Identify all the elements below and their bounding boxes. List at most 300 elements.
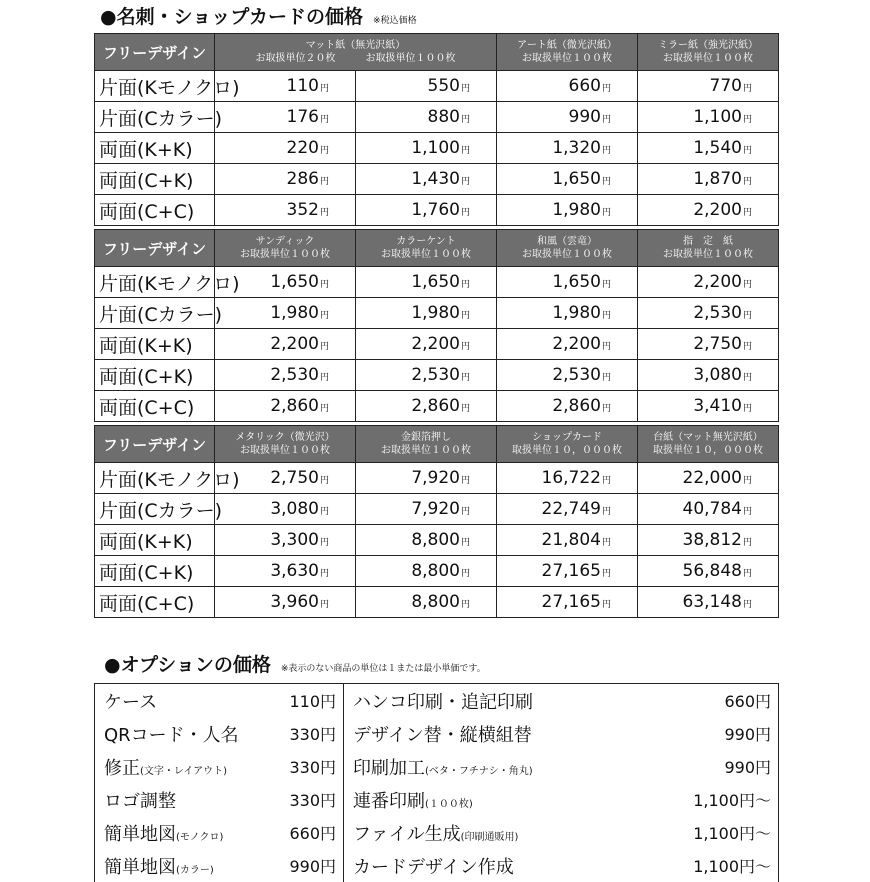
- price-cell: [497, 298, 638, 329]
- yen-unit: 円: [601, 115, 611, 125]
- paper-type-header: [638, 230, 779, 267]
- option-price: 990円: [724, 758, 771, 777]
- price-cell: [356, 494, 497, 525]
- print-side-label: 片面(Kモノクロ): [95, 463, 215, 494]
- yen-unit: 円: [742, 280, 752, 290]
- price-value: 1,980: [552, 303, 601, 323]
- yen-unit: 円: [742, 569, 752, 579]
- yen-unit: 円: [319, 84, 329, 94]
- yen-unit: 円: [460, 115, 470, 125]
- yen-unit: 円: [460, 600, 470, 610]
- price-cell: [638, 71, 779, 102]
- paper-name: ショップカード: [532, 432, 602, 443]
- paper-unit: お取扱単位１００枚: [240, 249, 330, 260]
- option-price: 1,100円～: [693, 824, 771, 843]
- yen-unit: 円: [319, 507, 329, 517]
- yen-unit: 円: [460, 208, 470, 218]
- header-free-design: フリーデザイン: [95, 230, 215, 267]
- price-value: 3,960: [270, 592, 319, 612]
- option-name: ファイル生成: [353, 823, 461, 845]
- option-cell: [344, 684, 779, 718]
- price-value: 1,650: [552, 272, 601, 292]
- option-name: ロゴ調整: [104, 790, 176, 812]
- option-cell: [344, 816, 779, 849]
- option-cell: [344, 849, 779, 882]
- yen-unit: 円: [742, 404, 752, 414]
- price-cell: [356, 133, 497, 164]
- paper-name: アート紙（微光沢紙）: [517, 40, 617, 51]
- tax-note: ※税込価格: [373, 16, 417, 26]
- bullet-icon: ●: [100, 6, 117, 28]
- print-side-label: 両面(K+K): [95, 329, 215, 360]
- print-side-label: 両面(K+K): [95, 133, 215, 164]
- price-value: 2,750: [270, 468, 319, 488]
- table-row: [95, 195, 779, 226]
- print-side-label: 両面(C+C): [95, 391, 215, 422]
- price-cell: [215, 102, 356, 133]
- yen-unit: 円: [601, 373, 611, 383]
- price-cell: [215, 525, 356, 556]
- table-row: [95, 391, 779, 422]
- option-row: [95, 750, 779, 783]
- price-value: 27,165: [541, 561, 601, 581]
- option-name: ハンコ印刷・追記印刷: [353, 691, 533, 713]
- header-free-design: フリーデザイン: [95, 34, 215, 71]
- paper-type-header: [497, 230, 638, 267]
- yen-unit: 円: [601, 177, 611, 187]
- option-price: 990円: [289, 857, 336, 876]
- unit-note: ※表示のない商品の単位は１または最小単価です。: [280, 664, 486, 674]
- print-side-label: 片面(Cカラー): [95, 298, 215, 329]
- price-value: 2,530: [270, 365, 319, 385]
- paper-type-header: [215, 230, 356, 267]
- price-cell: [497, 267, 638, 298]
- price-cell: [638, 463, 779, 494]
- option-row: [95, 717, 779, 750]
- price-value: 1,650: [411, 272, 460, 292]
- option-cell: [95, 783, 344, 816]
- table-row: [95, 360, 779, 391]
- price-value: 3,080: [693, 365, 742, 385]
- paper-name: 指 定 紙: [683, 236, 733, 247]
- option-cell: [95, 849, 344, 882]
- price-cell: [497, 329, 638, 360]
- header-free-design: フリーデザイン: [95, 426, 215, 463]
- option-name: 簡単地図: [104, 856, 176, 878]
- print-side-label: 両面(C+C): [95, 587, 215, 618]
- paper-unit: 取扱単位１０，０００枚: [653, 445, 763, 456]
- price-cell: [497, 71, 638, 102]
- paper-unit: お取扱単位１００枚: [522, 249, 612, 260]
- price-cell: [638, 360, 779, 391]
- paper-type-header: [497, 34, 638, 71]
- options-table: [94, 683, 779, 882]
- price-cell: [638, 298, 779, 329]
- yen-unit: 円: [601, 507, 611, 517]
- yen-unit: 円: [601, 342, 611, 352]
- price-value: 1,540: [693, 138, 742, 158]
- yen-unit: 円: [601, 208, 611, 218]
- paper-unit: お取扱単位１００枚: [381, 249, 471, 260]
- paper-name: ミラー紙（強光沢紙）: [658, 40, 758, 51]
- price-cell: [638, 587, 779, 618]
- price-value: 770: [709, 76, 742, 96]
- paper-unit: お取扱単位１００枚: [522, 53, 612, 64]
- price-cell: [638, 102, 779, 133]
- yen-unit: 円: [460, 569, 470, 579]
- print-side-label: 両面(C+C): [95, 195, 215, 226]
- paper-unit: お取扱単位２０枚 お取扱単位１００枚: [255, 53, 456, 64]
- price-cell: [215, 587, 356, 618]
- price-value: 63,148: [682, 592, 742, 612]
- price-table: [94, 229, 779, 422]
- table-row: [95, 329, 779, 360]
- price-cell: [497, 494, 638, 525]
- price-cell: [356, 329, 497, 360]
- option-price: 330円: [289, 725, 336, 744]
- option-detail: (文字・レイアウト): [140, 765, 228, 777]
- paper-unit: 取扱単位１０，０００枚: [512, 445, 622, 456]
- yen-unit: 円: [460, 146, 470, 156]
- price-value: 2,200: [693, 200, 742, 220]
- price-value: 1,100: [411, 138, 460, 158]
- price-cell: [215, 298, 356, 329]
- paper-name: メタリック（微光沢）: [235, 432, 335, 443]
- table-row: [95, 463, 779, 494]
- price-cell: [497, 102, 638, 133]
- price-value: 2,530: [693, 303, 742, 323]
- option-cell: [95, 816, 344, 849]
- yen-unit: 円: [742, 208, 752, 218]
- yen-unit: 円: [742, 538, 752, 548]
- price-value: 2,860: [270, 396, 319, 416]
- option-name: 修正: [104, 757, 140, 779]
- price-cell: [215, 195, 356, 226]
- price-value: 40,784: [682, 499, 742, 519]
- yen-unit: 円: [601, 280, 611, 290]
- price-value: 21,804: [541, 530, 601, 550]
- table-row: [95, 298, 779, 329]
- option-cell: [95, 750, 344, 783]
- yen-unit: 円: [601, 476, 611, 486]
- option-name: QRコード・人名: [104, 724, 239, 746]
- price-value: 220: [286, 138, 319, 158]
- price-value: 990: [568, 107, 601, 127]
- option-detail: (モノクロ): [176, 831, 224, 843]
- yen-unit: 円: [319, 208, 329, 218]
- price-value: 1,320: [552, 138, 601, 158]
- yen-unit: 円: [601, 404, 611, 414]
- yen-unit: 円: [742, 373, 752, 383]
- yen-unit: 円: [742, 476, 752, 486]
- yen-unit: 円: [319, 177, 329, 187]
- price-cell: [215, 391, 356, 422]
- yen-unit: 円: [742, 146, 752, 156]
- print-side-label: 片面(Kモノクロ): [95, 71, 215, 102]
- bullet-icon: ●: [104, 654, 121, 676]
- price-value: 22,749: [541, 499, 601, 519]
- option-detail: (印刷通販用): [460, 831, 519, 843]
- paper-name: サンディック: [255, 236, 315, 247]
- paper-type-header: [215, 426, 356, 463]
- price-value: 3,630: [270, 561, 319, 581]
- paper-name: 和風（雲竜）: [537, 236, 597, 247]
- price-value: 2,200: [693, 272, 742, 292]
- price-cell: [215, 329, 356, 360]
- price-value: 1,100: [693, 107, 742, 127]
- yen-unit: 円: [742, 507, 752, 517]
- print-side-label: 片面(Cカラー): [95, 102, 215, 133]
- yen-unit: 円: [742, 177, 752, 187]
- table-row: [95, 556, 779, 587]
- price-value: 8,800: [411, 561, 460, 581]
- print-side-label: 片面(Kモノクロ): [95, 267, 215, 298]
- paper-name: マット紙（無光沢紙）: [305, 40, 406, 51]
- table-row: [95, 525, 779, 556]
- option-cell: [344, 717, 779, 750]
- yen-unit: 円: [460, 404, 470, 414]
- table-row: [95, 133, 779, 164]
- option-price: 1,100円～: [693, 857, 771, 876]
- price-value: 7,920: [411, 499, 460, 519]
- paper-type-header: [215, 34, 497, 71]
- price-cell: [638, 556, 779, 587]
- price-value: 2,530: [552, 365, 601, 385]
- price-value: 2,860: [411, 396, 460, 416]
- option-cell: [95, 717, 344, 750]
- table-row: [95, 267, 779, 298]
- option-row: [95, 684, 779, 718]
- price-value: 1,980: [270, 303, 319, 323]
- table-row: [95, 587, 779, 618]
- price-cell: [497, 556, 638, 587]
- price-value: 2,200: [411, 334, 460, 354]
- price-value: 1,760: [411, 200, 460, 220]
- table-row: [95, 102, 779, 133]
- yen-unit: 円: [319, 538, 329, 548]
- yen-unit: 円: [319, 115, 329, 125]
- price-value: 1,650: [270, 272, 319, 292]
- price-cell: [356, 164, 497, 195]
- price-value: 880: [427, 107, 460, 127]
- yen-unit: 円: [319, 569, 329, 579]
- price-cell: [638, 525, 779, 556]
- price-cell: [356, 463, 497, 494]
- yen-unit: 円: [742, 342, 752, 352]
- price-cell: [497, 164, 638, 195]
- yen-unit: 円: [460, 373, 470, 383]
- price-table: [94, 33, 779, 226]
- price-value: 3,080: [270, 499, 319, 519]
- section-title-text: オプションの価格: [120, 654, 271, 676]
- price-cell: [215, 494, 356, 525]
- paper-name: 金銀箔押し: [401, 432, 451, 443]
- yen-unit: 円: [742, 84, 752, 94]
- option-price: 990円: [724, 725, 771, 744]
- option-price: 330円: [289, 791, 336, 810]
- price-value: 3,300: [270, 530, 319, 550]
- price-value: 7,920: [411, 468, 460, 488]
- paper-name: カラーケント: [396, 236, 456, 247]
- option-name: カードデザイン作成: [353, 856, 514, 878]
- price-value: 660: [568, 76, 601, 96]
- option-cell: [344, 783, 779, 816]
- option-cell: [344, 750, 779, 783]
- price-cell: [638, 329, 779, 360]
- yen-unit: 円: [460, 280, 470, 290]
- section-title-card-prices: [100, 2, 417, 29]
- yen-unit: 円: [460, 311, 470, 321]
- price-cell: [638, 267, 779, 298]
- yen-unit: 円: [601, 146, 611, 156]
- price-cell: [497, 133, 638, 164]
- price-value: 38,812: [682, 530, 742, 550]
- print-side-label: 両面(C+K): [95, 164, 215, 195]
- yen-unit: 円: [601, 600, 611, 610]
- price-cell: [356, 556, 497, 587]
- price-value: 176: [286, 107, 319, 127]
- price-value: 2,200: [552, 334, 601, 354]
- price-value: 1,870: [693, 169, 742, 189]
- price-table: [94, 425, 779, 618]
- yen-unit: 円: [319, 476, 329, 486]
- paper-type-header: [497, 426, 638, 463]
- option-cell: [95, 684, 344, 718]
- price-cell: [356, 391, 497, 422]
- price-cell: [638, 164, 779, 195]
- price-value: 2,860: [552, 396, 601, 416]
- option-name: デザイン替・縦横組替: [353, 724, 532, 746]
- price-value: 1,650: [552, 169, 601, 189]
- option-row: [95, 783, 779, 816]
- yen-unit: 円: [460, 177, 470, 187]
- price-cell: [215, 164, 356, 195]
- price-cell: [215, 556, 356, 587]
- table-row: [95, 494, 779, 525]
- paper-unit: お取扱単位１００枚: [663, 53, 753, 64]
- price-cell: [356, 267, 497, 298]
- price-cell: [356, 298, 497, 329]
- price-cell: [356, 525, 497, 556]
- yen-unit: 円: [460, 507, 470, 517]
- yen-unit: 円: [601, 311, 611, 321]
- table-row: [95, 71, 779, 102]
- price-cell: [497, 525, 638, 556]
- price-value: 352: [286, 200, 319, 220]
- yen-unit: 円: [460, 342, 470, 352]
- price-cell: [497, 391, 638, 422]
- print-side-label: 片面(Cカラー): [95, 494, 215, 525]
- price-value: 3,410: [693, 396, 742, 416]
- option-detail: (１００枚): [425, 798, 473, 810]
- paper-unit: お取扱単位１００枚: [240, 445, 330, 456]
- option-name: 印刷加工: [353, 757, 425, 779]
- price-value: 1,430: [411, 169, 460, 189]
- yen-unit: 円: [460, 476, 470, 486]
- price-value: 27,165: [541, 592, 601, 612]
- price-value: 2,530: [411, 365, 460, 385]
- price-cell: [215, 133, 356, 164]
- yen-unit: 円: [319, 146, 329, 156]
- price-cell: [638, 391, 779, 422]
- price-value: 8,800: [411, 530, 460, 550]
- yen-unit: 円: [742, 115, 752, 125]
- yen-unit: 円: [742, 311, 752, 321]
- price-value: 22,000: [682, 468, 742, 488]
- print-side-label: 両面(C+K): [95, 556, 215, 587]
- paper-unit: お取扱単位１００枚: [663, 249, 753, 260]
- print-side-label: 両面(K+K): [95, 525, 215, 556]
- option-detail: (カラー): [176, 864, 214, 876]
- yen-unit: 円: [319, 342, 329, 352]
- option-price: 660円: [289, 824, 336, 843]
- option-price: 660円: [724, 692, 771, 711]
- price-value: 1,980: [411, 303, 460, 323]
- paper-type-header: [638, 426, 779, 463]
- price-cell: [356, 360, 497, 391]
- price-cell: [497, 463, 638, 494]
- paper-name: 台紙（マット無光沢紙）: [653, 432, 763, 443]
- yen-unit: 円: [319, 373, 329, 383]
- table-row: [95, 164, 779, 195]
- paper-type-header: [638, 34, 779, 71]
- yen-unit: 円: [601, 84, 611, 94]
- price-value: 550: [427, 76, 460, 96]
- option-detail: (ベタ・フチナシ・角丸): [425, 765, 533, 777]
- price-value: 110: [286, 76, 319, 96]
- option-name: ケース: [104, 691, 158, 713]
- yen-unit: 円: [319, 280, 329, 290]
- print-side-label: 両面(C+K): [95, 360, 215, 391]
- paper-type-header: [356, 230, 497, 267]
- price-cell: [638, 195, 779, 226]
- option-price: 1,100円～: [693, 791, 771, 810]
- yen-unit: 円: [601, 538, 611, 548]
- price-cell: [638, 494, 779, 525]
- option-price: 330円: [289, 758, 336, 777]
- price-cell: [356, 71, 497, 102]
- section-title-text: 名刺・ショップカードの価格: [116, 6, 364, 28]
- price-cell: [638, 133, 779, 164]
- yen-unit: 円: [742, 600, 752, 610]
- price-cell: [215, 360, 356, 391]
- price-cell: [356, 102, 497, 133]
- price-value: 286: [286, 169, 319, 189]
- price-value: 2,200: [270, 334, 319, 354]
- price-cell: [497, 587, 638, 618]
- price-value: 2,750: [693, 334, 742, 354]
- paper-type-header: [356, 426, 497, 463]
- price-cell: [356, 587, 497, 618]
- price-value: 16,722: [541, 468, 601, 488]
- option-row: [95, 816, 779, 849]
- price-cell: [497, 195, 638, 226]
- price-value: 1,980: [552, 200, 601, 220]
- section-title-option-prices: [104, 650, 486, 677]
- price-cell: [497, 360, 638, 391]
- yen-unit: 円: [460, 538, 470, 548]
- option-price: 110円: [289, 692, 336, 711]
- option-name: 連番印刷: [353, 790, 425, 812]
- option-row: [95, 849, 779, 882]
- yen-unit: 円: [319, 600, 329, 610]
- yen-unit: 円: [460, 84, 470, 94]
- yen-unit: 円: [601, 569, 611, 579]
- price-cell: [356, 195, 497, 226]
- price-value: 8,800: [411, 592, 460, 612]
- yen-unit: 円: [319, 311, 329, 321]
- paper-unit: お取扱単位１００枚: [381, 445, 471, 456]
